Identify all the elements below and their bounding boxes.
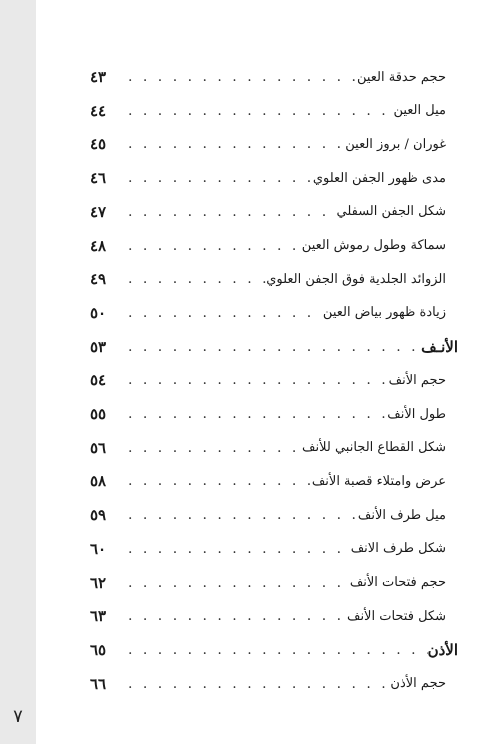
dot-leader <box>124 161 313 195</box>
dot-leader <box>124 633 428 667</box>
toc-entry-title: مدى ظهور الجفن العلوي <box>312 170 446 186</box>
dot-leader <box>124 127 345 161</box>
page-margin-strip <box>0 0 36 744</box>
toc-entry-title: شكل فتحات الأنف <box>346 608 446 624</box>
dot-leader <box>124 363 389 397</box>
toc-page-number: ٦٠ <box>90 539 107 558</box>
toc-entry-title: عرض وامتلاء قصبة الأنف <box>311 473 446 489</box>
dot-leader <box>124 397 387 431</box>
toc-entry-title: شكل طرف الانف <box>350 541 446 557</box>
toc-entry[interactable] <box>90 195 458 229</box>
toc-page-number: ٤٤ <box>90 101 107 120</box>
dot-leader <box>124 330 421 364</box>
dot-leader <box>124 599 347 633</box>
toc-page-number: ٦٦ <box>90 674 107 693</box>
toc-page-number: ٦٥ <box>90 640 107 659</box>
toc-page-number: ٤٧ <box>90 202 107 221</box>
toc-entry[interactable] <box>90 262 458 296</box>
toc-entry[interactable] <box>90 599 458 633</box>
toc-entry-title: ميل العين <box>393 103 446 119</box>
toc-page-number: ٤٣ <box>90 68 107 86</box>
toc-entry-title: زيادة ظهور بياض العين <box>322 305 446 321</box>
toc-entry-title: غوران / بروز العين <box>345 136 446 152</box>
toc-entry-title: حجم الأنف <box>388 372 446 388</box>
toc-entry[interactable] <box>90 532 458 566</box>
toc-entry[interactable] <box>90 566 458 600</box>
toc-page-number: ٥٨ <box>90 472 107 491</box>
toc-page-number: ٦٣ <box>90 607 107 626</box>
toc-section-heading[interactable] <box>90 330 458 364</box>
dot-leader <box>124 464 312 498</box>
toc-entry-title: طول الأنف <box>387 406 446 422</box>
toc-entry[interactable] <box>90 397 458 431</box>
dot-leader <box>124 498 358 532</box>
dot-leader <box>124 60 357 94</box>
toc-entry-title: شكل الجفن السفلي <box>336 204 446 220</box>
toc-page-number: ٤٥ <box>90 135 107 154</box>
toc-page-number: ٥٥ <box>90 405 107 423</box>
toc-entry[interactable] <box>90 363 458 397</box>
toc-page-number: ٤٦ <box>90 169 107 188</box>
toc-page-number: ٤٩ <box>90 270 107 289</box>
toc-section-heading[interactable] <box>90 633 458 667</box>
toc-page-number: ٥٣ <box>90 337 107 356</box>
toc-entry[interactable] <box>90 161 458 195</box>
toc-entry[interactable] <box>90 431 458 465</box>
toc-entry-title: حجم فتحات الأنف <box>349 575 446 590</box>
dot-leader <box>124 566 350 600</box>
toc-entry-title: حجم حدقة العين <box>356 69 446 85</box>
toc-entry-title: الأذن <box>427 640 458 659</box>
toc-entry[interactable] <box>90 127 458 161</box>
dot-leader <box>124 296 323 330</box>
dot-leader <box>124 667 390 701</box>
toc-page-number: ٥٤ <box>90 371 107 390</box>
toc-page-number: ٤٨ <box>90 236 107 255</box>
toc-entry[interactable] <box>90 667 458 701</box>
toc-entry[interactable] <box>90 296 458 330</box>
toc-entry-title: الأنـف <box>421 337 458 356</box>
toc-page-number: ٥٩ <box>90 506 107 525</box>
dot-leader <box>124 431 302 465</box>
dot-leader <box>124 195 336 229</box>
toc-entry-title: سماكة وطول رموش العين <box>301 238 446 253</box>
toc-entry-title: ميل طرف الأنف <box>357 507 446 523</box>
toc-page-number: ٥٠ <box>90 303 107 322</box>
dot-leader <box>124 94 393 128</box>
toc-entry-title: الزوائد الجلدية فوق الجفن العلوي <box>266 271 446 287</box>
toc-entry[interactable] <box>90 94 458 128</box>
toc-entry[interactable] <box>90 60 458 94</box>
toc-page-number: ٦٢ <box>90 573 107 592</box>
toc-entry[interactable] <box>90 229 458 263</box>
page-number: ٧ <box>13 706 23 727</box>
dot-leader <box>124 229 302 263</box>
toc-entry-title: حجم الأذن <box>390 676 446 692</box>
dot-leader <box>124 262 266 296</box>
toc-entry[interactable] <box>90 464 458 498</box>
toc-entry-title: شكل القطاع الجانبي للأنف <box>302 440 446 456</box>
toc-entry[interactable] <box>90 498 458 532</box>
dot-leader <box>124 532 351 566</box>
toc-page-number: ٥٦ <box>90 438 107 457</box>
